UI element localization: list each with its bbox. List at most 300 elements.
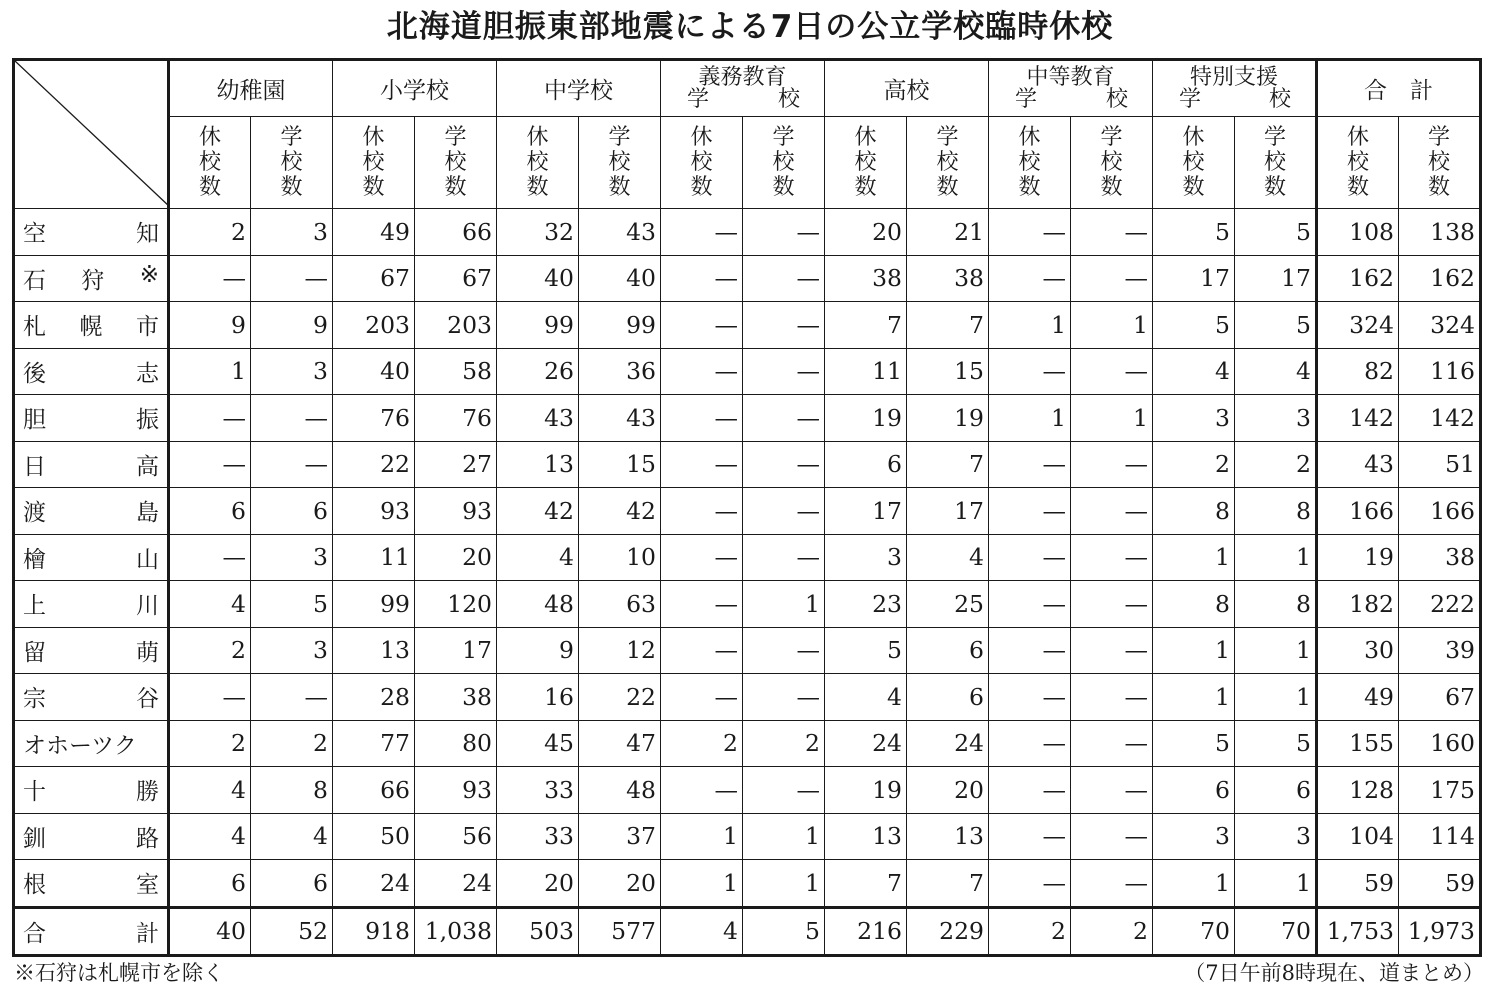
value-cell: 7	[825, 302, 907, 349]
value-cell: 24	[415, 860, 497, 908]
group-header-high-school: 高校	[825, 60, 989, 117]
row-label-part: 室	[136, 872, 159, 899]
value-cell: 6	[907, 627, 989, 674]
sub-header-closed-count	[661, 117, 743, 209]
value-cell: 47	[579, 720, 661, 767]
value-cell: 162	[1399, 255, 1481, 302]
value-cell: 108	[1317, 209, 1399, 256]
value-cell: 7	[825, 860, 907, 908]
value-cell: 15	[579, 441, 661, 488]
value-cell: —	[743, 767, 825, 814]
value-cell: 58	[415, 348, 497, 395]
sub-header-char: 数	[362, 175, 385, 200]
sub-header-char: 数	[772, 175, 795, 200]
sub-header-char: 校	[1018, 150, 1041, 175]
value-cell: 10	[579, 534, 661, 581]
value-cell: 99	[497, 302, 579, 349]
value-cell: 42	[497, 488, 579, 535]
sub-header-char: 休	[690, 125, 713, 150]
value-cell: 503	[497, 907, 579, 956]
value-cell: —	[743, 534, 825, 581]
value-cell: —	[661, 581, 743, 628]
value-cell: 13	[825, 813, 907, 860]
value-cell: 24	[907, 720, 989, 767]
value-cell: 4	[251, 813, 333, 860]
value-cell: 114	[1399, 813, 1481, 860]
value-cell: 2	[661, 720, 743, 767]
value-cell: 4	[907, 534, 989, 581]
value-cell: —	[661, 674, 743, 721]
sub-header-char: 数	[1263, 175, 1286, 200]
sub-header-char: 学	[772, 125, 795, 150]
group-header-line2b: 校	[1105, 86, 1128, 112]
value-cell: —	[989, 767, 1071, 814]
value-cell: 17	[907, 488, 989, 535]
value-cell: 15	[907, 348, 989, 395]
sub-header-char: 校	[198, 150, 221, 175]
row-label-part: 渡	[23, 500, 46, 527]
value-cell: 26	[497, 348, 579, 395]
row-label-part: 振	[136, 407, 159, 434]
value-cell: —	[661, 209, 743, 256]
sub-header-school-count	[415, 117, 497, 209]
row-label	[14, 674, 169, 721]
value-cell: 59	[1317, 860, 1399, 908]
row-label-part: 志	[136, 360, 159, 387]
value-cell: 45	[497, 720, 579, 767]
value-cell: —	[661, 255, 743, 302]
value-cell: —	[743, 627, 825, 674]
value-cell: 1	[661, 860, 743, 908]
value-cell: 8	[1235, 581, 1317, 628]
sub-header-char: 数	[690, 175, 713, 200]
total-row	[14, 907, 1481, 956]
row-label	[14, 209, 169, 256]
row-label	[14, 813, 169, 860]
value-cell: 3	[1235, 395, 1317, 442]
sub-header-char: 休	[1182, 125, 1205, 150]
value-cell: 577	[579, 907, 661, 956]
value-cell: —	[1071, 441, 1153, 488]
value-cell: —	[989, 581, 1071, 628]
value-cell: —	[661, 767, 743, 814]
value-cell: 40	[169, 907, 251, 956]
row-label-part: 谷	[136, 686, 159, 713]
value-cell: 1	[1235, 534, 1317, 581]
row-label	[14, 348, 169, 395]
table-row	[14, 860, 1481, 908]
value-cell: 80	[415, 720, 497, 767]
row-label-part: 計	[136, 920, 159, 947]
value-cell: 11	[333, 534, 415, 581]
row-label-part: 路	[136, 825, 159, 852]
group-header-line2a: 学	[1015, 86, 1038, 112]
row-label-part: 札	[23, 314, 46, 341]
group-header-line1: 中等教育	[1026, 64, 1115, 90]
sub-header-char: 数	[280, 175, 303, 200]
value-cell: 43	[579, 209, 661, 256]
value-cell: —	[661, 534, 743, 581]
value-cell: 59	[1399, 860, 1481, 908]
sub-header-char: 校	[280, 150, 303, 175]
table-row	[14, 255, 1481, 302]
value-cell: 2	[1235, 441, 1317, 488]
value-cell: 6	[169, 860, 251, 908]
value-cell: 1	[661, 813, 743, 860]
value-cell: —	[743, 674, 825, 721]
group-header-junior-high: 中学校	[497, 60, 661, 117]
sub-header-char: 学	[1263, 125, 1286, 150]
value-cell: 3	[1235, 813, 1317, 860]
value-cell: 7	[907, 441, 989, 488]
row-label-part: 石	[23, 267, 46, 294]
table-row	[14, 581, 1481, 628]
sub-header-school-count	[1071, 117, 1153, 209]
value-cell: 19	[1317, 534, 1399, 581]
sub-header-closed-count	[169, 117, 251, 209]
value-cell: 22	[579, 674, 661, 721]
value-cell: 20	[415, 534, 497, 581]
sub-header-char: 校	[936, 150, 959, 175]
row-label-part: 島	[136, 500, 159, 527]
value-cell: 17	[1235, 255, 1317, 302]
value-cell: 19	[825, 767, 907, 814]
value-cell: 3	[251, 209, 333, 256]
value-cell: —	[661, 348, 743, 395]
value-cell: 99	[579, 302, 661, 349]
value-cell: 6	[251, 488, 333, 535]
value-cell: 99	[333, 581, 415, 628]
sub-header-char: 数	[444, 175, 467, 200]
value-cell: 166	[1399, 488, 1481, 535]
value-cell: 1	[1071, 395, 1153, 442]
value-cell: 7	[907, 860, 989, 908]
value-cell: —	[251, 441, 333, 488]
value-cell: —	[169, 441, 251, 488]
value-cell: 56	[415, 813, 497, 860]
value-cell: 1	[1153, 534, 1235, 581]
value-cell: 66	[415, 209, 497, 256]
row-label	[14, 395, 169, 442]
sub-header-char: 数	[526, 175, 549, 200]
sub-header-char: 校	[690, 150, 713, 175]
value-cell: 25	[907, 581, 989, 628]
sub-header-closed-count	[1317, 117, 1399, 209]
sub-header-char: 学	[936, 125, 959, 150]
value-cell: 2	[989, 907, 1071, 956]
value-cell: 52	[251, 907, 333, 956]
row-label-part: 日	[23, 453, 46, 480]
value-cell: 63	[579, 581, 661, 628]
value-cell: 82	[1317, 348, 1399, 395]
row-label-part: 胆	[23, 407, 46, 434]
value-cell: 70	[1235, 907, 1317, 956]
sub-header-closed-count	[825, 117, 907, 209]
value-cell: —	[989, 720, 1071, 767]
footnote-right: （7日午前8時現在、道まとめ）	[1184, 961, 1484, 985]
value-cell: 33	[497, 767, 579, 814]
value-cell: 6	[1235, 767, 1317, 814]
value-cell: 5	[251, 581, 333, 628]
value-cell: 38	[1399, 534, 1481, 581]
value-cell: 1	[1071, 302, 1153, 349]
value-cell: 5	[825, 627, 907, 674]
table-row	[14, 767, 1481, 814]
sub-header-char: 休	[854, 125, 877, 150]
value-cell: 918	[333, 907, 415, 956]
value-cell: —	[169, 395, 251, 442]
group-header-kindergarten: 幼稚園	[169, 60, 333, 117]
sub-header-school-count	[743, 117, 825, 209]
value-cell: —	[1071, 488, 1153, 535]
value-cell: —	[989, 348, 1071, 395]
row-label	[14, 255, 169, 302]
value-cell: 38	[825, 255, 907, 302]
table-row	[14, 720, 1481, 767]
group-header-row	[14, 60, 1481, 117]
sub-header-char: 数	[936, 175, 959, 200]
value-cell: 13	[907, 813, 989, 860]
value-cell: 93	[415, 767, 497, 814]
value-cell: 21	[907, 209, 989, 256]
row-label-part: 勝	[136, 779, 159, 806]
value-cell: 1,038	[415, 907, 497, 956]
diagonal-line	[15, 61, 169, 207]
value-cell: 17	[415, 627, 497, 674]
sub-header-school-count	[907, 117, 989, 209]
value-cell: 3	[1153, 395, 1235, 442]
value-cell: 13	[333, 627, 415, 674]
table-row	[14, 627, 1481, 674]
value-cell: 5	[1153, 302, 1235, 349]
sub-header-char: 数	[1018, 175, 1041, 200]
value-cell: 67	[415, 255, 497, 302]
value-cell: 12	[579, 627, 661, 674]
row-label	[14, 860, 169, 908]
value-cell: 229	[907, 907, 989, 956]
sub-header-char: 休	[526, 125, 549, 150]
row-label-part: 留	[23, 639, 46, 666]
value-cell: —	[1071, 581, 1153, 628]
value-cell: 51	[1399, 441, 1481, 488]
footnote-left: ※石狩は札幌市を除く	[14, 961, 224, 985]
value-cell: —	[1071, 813, 1153, 860]
value-cell: 5	[743, 907, 825, 956]
value-cell: —	[989, 860, 1071, 908]
row-label-part: オホーツク	[23, 732, 137, 759]
value-cell: —	[251, 255, 333, 302]
value-cell: 40	[497, 255, 579, 302]
value-cell: 49	[333, 209, 415, 256]
value-cell: —	[743, 441, 825, 488]
value-cell: 39	[1399, 627, 1481, 674]
value-cell: 120	[415, 581, 497, 628]
value-cell: —	[989, 209, 1071, 256]
value-cell: —	[743, 302, 825, 349]
value-cell: 1	[1235, 627, 1317, 674]
value-cell: 22	[333, 441, 415, 488]
sub-header-char: 学	[1427, 125, 1450, 150]
sub-header-char: 校	[608, 150, 631, 175]
sub-header-char: 休	[1018, 125, 1041, 150]
row-label	[14, 488, 169, 535]
row-label	[14, 581, 169, 628]
value-cell: 6	[169, 488, 251, 535]
row-label-part: 合	[23, 920, 46, 947]
table-row	[14, 534, 1481, 581]
value-cell: —	[743, 348, 825, 395]
value-cell: 324	[1399, 302, 1481, 349]
group-header-line2a: 学	[1179, 86, 1202, 112]
value-cell: 1,973	[1399, 907, 1481, 956]
value-cell: 1	[743, 813, 825, 860]
value-cell: 6	[251, 860, 333, 908]
corner-cell	[14, 60, 169, 209]
row-label-part: 狩	[81, 267, 105, 294]
value-cell: 8	[251, 767, 333, 814]
sub-header-school-count	[1399, 117, 1481, 209]
group-header-special-support	[1153, 60, 1317, 117]
value-cell: 19	[907, 395, 989, 442]
value-cell: —	[989, 488, 1071, 535]
value-cell: 116	[1399, 348, 1481, 395]
value-cell: 4	[169, 767, 251, 814]
value-cell: 1	[169, 348, 251, 395]
table-row	[14, 488, 1481, 535]
sub-header-char: 校	[362, 150, 385, 175]
table-row	[14, 674, 1481, 721]
row-label	[14, 441, 169, 488]
value-cell: 1	[1235, 860, 1317, 908]
value-cell: 67	[1399, 674, 1481, 721]
value-cell: 6	[825, 441, 907, 488]
sub-header-char: 校	[1427, 150, 1450, 175]
value-cell: 17	[1153, 255, 1235, 302]
row-label	[14, 302, 169, 349]
value-cell: 40	[579, 255, 661, 302]
sub-header-char: 学	[444, 125, 467, 150]
sub-header-char: 学	[280, 125, 303, 150]
value-cell: 142	[1317, 395, 1399, 442]
value-cell: —	[743, 209, 825, 256]
row-label-part: 釧	[23, 825, 46, 852]
row-label-part: 根	[23, 872, 46, 899]
value-cell: 17	[825, 488, 907, 535]
value-cell: 3	[825, 534, 907, 581]
value-cell: —	[743, 255, 825, 302]
row-label	[14, 767, 169, 814]
sub-header-char: 学	[1100, 125, 1123, 150]
value-cell: —	[1071, 627, 1153, 674]
value-cell: 32	[497, 209, 579, 256]
sub-header-char: 校	[1100, 150, 1123, 175]
row-label	[14, 627, 169, 674]
table-row	[14, 209, 1481, 256]
sub-header-closed-count	[1153, 117, 1235, 209]
value-cell: —	[1071, 209, 1153, 256]
value-cell: 48	[579, 767, 661, 814]
value-cell: 19	[825, 395, 907, 442]
value-cell: 138	[1399, 209, 1481, 256]
value-cell: 2	[169, 627, 251, 674]
value-cell: 30	[1317, 627, 1399, 674]
value-cell: 182	[1317, 581, 1399, 628]
value-cell: 20	[825, 209, 907, 256]
value-cell: —	[989, 813, 1071, 860]
value-cell: 1	[989, 302, 1071, 349]
sub-header-closed-count	[497, 117, 579, 209]
sub-header-closed-count	[989, 117, 1071, 209]
value-cell: 38	[415, 674, 497, 721]
value-cell: 76	[415, 395, 497, 442]
value-cell: 2	[1153, 441, 1235, 488]
value-cell: 4	[1153, 348, 1235, 395]
sub-header-char: 校	[772, 150, 795, 175]
value-cell: 166	[1317, 488, 1399, 535]
value-cell: 4	[825, 674, 907, 721]
value-cell: 2	[169, 209, 251, 256]
value-cell: 50	[333, 813, 415, 860]
value-cell: 2	[169, 720, 251, 767]
value-cell: 1	[743, 581, 825, 628]
value-cell: —	[989, 441, 1071, 488]
value-cell: 1	[743, 860, 825, 908]
value-cell: 93	[333, 488, 415, 535]
group-header-line1: 特別支援	[1189, 64, 1278, 90]
group-header-line2b: 校	[777, 86, 800, 112]
table-row	[14, 348, 1481, 395]
value-cell: —	[1071, 348, 1153, 395]
table-row	[14, 813, 1481, 860]
value-cell: 3	[1153, 813, 1235, 860]
value-cell: 5	[1153, 209, 1235, 256]
row-label-part: 十	[23, 779, 46, 806]
value-cell: 324	[1317, 302, 1399, 349]
sub-header-char: 校	[1346, 150, 1369, 175]
value-cell: 5	[1235, 209, 1317, 256]
value-cell: 23	[825, 581, 907, 628]
value-cell: 16	[497, 674, 579, 721]
value-cell: 11	[825, 348, 907, 395]
value-cell: 162	[1317, 255, 1399, 302]
sub-header-char: 数	[1100, 175, 1123, 200]
value-cell: 3	[251, 627, 333, 674]
value-cell: 20	[497, 860, 579, 908]
row-label-part: 萌	[136, 639, 159, 666]
value-cell: 40	[333, 348, 415, 395]
sub-header-row	[14, 117, 1481, 209]
value-cell: 8	[1235, 488, 1317, 535]
value-cell: —	[169, 674, 251, 721]
value-cell: 6	[907, 674, 989, 721]
value-cell: 2	[1071, 907, 1153, 956]
sub-header-char: 校	[526, 150, 549, 175]
value-cell: —	[661, 441, 743, 488]
value-cell: 5	[1235, 720, 1317, 767]
sub-header-char: 数	[608, 175, 631, 200]
group-header-line2b: 校	[1268, 86, 1291, 112]
value-cell: 128	[1317, 767, 1399, 814]
value-cell: 38	[907, 255, 989, 302]
value-cell: 175	[1399, 767, 1481, 814]
row-label-part: 幌	[79, 314, 103, 341]
value-cell: 4	[1235, 348, 1317, 395]
value-cell: 5	[1153, 720, 1235, 767]
value-cell: —	[1071, 255, 1153, 302]
value-cell: 1	[989, 395, 1071, 442]
value-cell: 43	[579, 395, 661, 442]
value-cell: 24	[825, 720, 907, 767]
